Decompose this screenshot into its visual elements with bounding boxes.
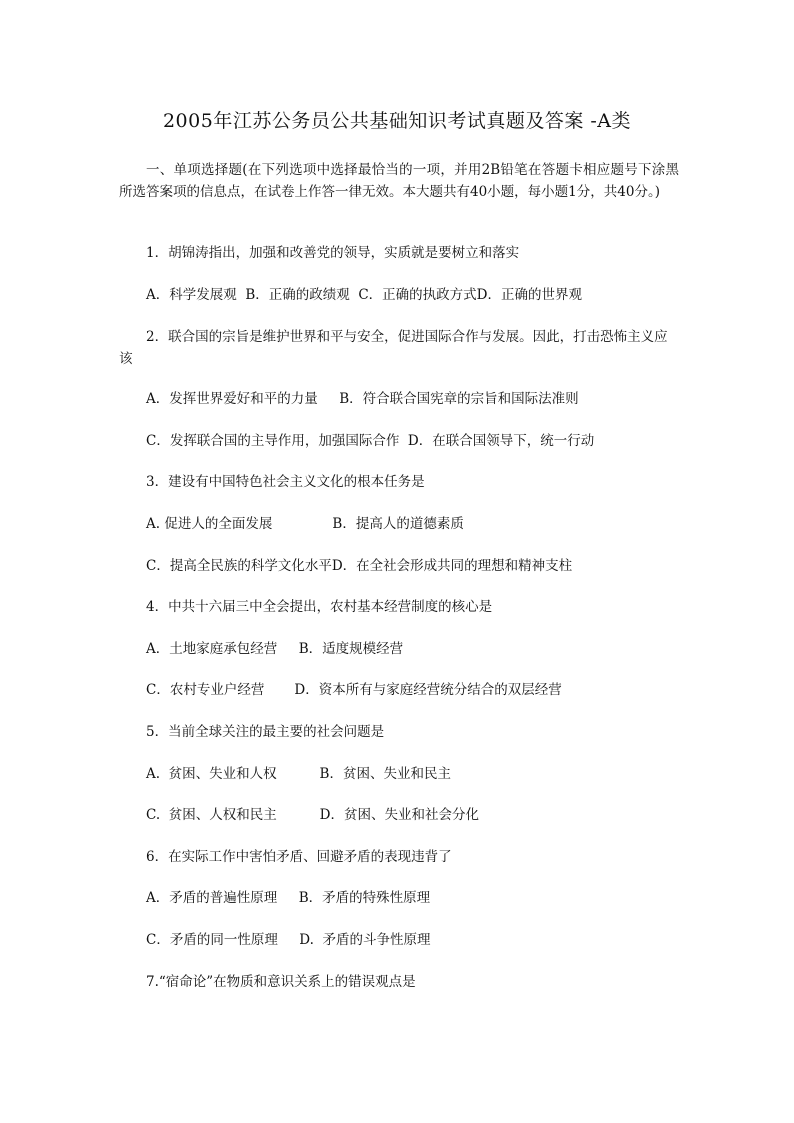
question-3-options-ab: A. 促进人的全面发展 B．提高人的道德素质 bbox=[146, 516, 464, 532]
question-6-options-cd: C．矛盾的同一性原理 D. 矛盾的斗争性原理 bbox=[146, 932, 431, 948]
question-2-options-cd: C．发挥联合国的主导作用，加强国际合作 D．在联合国领导下，统一行动 bbox=[146, 433, 595, 449]
question-5: 5．当前全球关注的最主要的社会问题是 bbox=[146, 724, 385, 740]
question-4-options-ab: A．土地家庭承包经营 B．适度规模经营 bbox=[146, 641, 404, 657]
question-6-options-ab: A．矛盾的普遍性原理 B．矛盾的特殊性原理 bbox=[146, 890, 431, 906]
question-1-options: A．科学发展观 B．正确的政绩观 C．正确的执政方式D．正确的世界观 bbox=[146, 287, 582, 303]
question-2-options-ab: A．发挥世界爱好和平的力量 B．符合联合国宪章的宗旨和国际法准则 bbox=[146, 391, 579, 407]
question-5-options-ab: A. 贫困、失业和人权 B．贫困、失业和民主 bbox=[146, 766, 451, 782]
question-3: 3．建设有中国特色社会主义文化的根本任务是 bbox=[146, 474, 425, 490]
question-4-options-cd: C．农村专业户经营 D．资本所有与家庭经营统分结合的双层经营 bbox=[146, 682, 562, 698]
question-7: 7.“宿命论”在物质和意识关系上的错误观点是 bbox=[146, 974, 416, 990]
question-6: 6．在实际工作中害怕矛盾、回避矛盾的表现违背了 bbox=[146, 849, 452, 865]
section-intro: 一、单项选择题(在下列选项中选择最恰当的一项，并用2B铅笔在答题卡相应题号下涂黑所选答案项的信息点，在试卷上作答一律无效。本大题共有40小题，每小题1分，共40分。) bbox=[119, 162, 679, 200]
question-5-options-cd: C. 贫困、人权和民主 D．贫困、失业和社会分化 bbox=[146, 807, 479, 823]
question-3-options-cd: C．提高全民族的科学文化水平D．在全社会形成共同的理想和精神支柱 bbox=[146, 558, 573, 574]
question-2: 2．联合国的宗旨是维护世界和平与安全，促进国际合作与发展。因此，打击恐怖主义应该 bbox=[119, 329, 668, 367]
question-4: 4．中共十六届三中全会提出，农村基本经营制度的核心是 bbox=[146, 599, 493, 615]
question-1: 1．胡锦涛指出，加强和改善党的领导，实质就是要树立和落实 bbox=[146, 245, 520, 261]
document-title: 2005年江苏公务员公共基础知识考试真题及答案 -A类 bbox=[162, 110, 632, 132]
